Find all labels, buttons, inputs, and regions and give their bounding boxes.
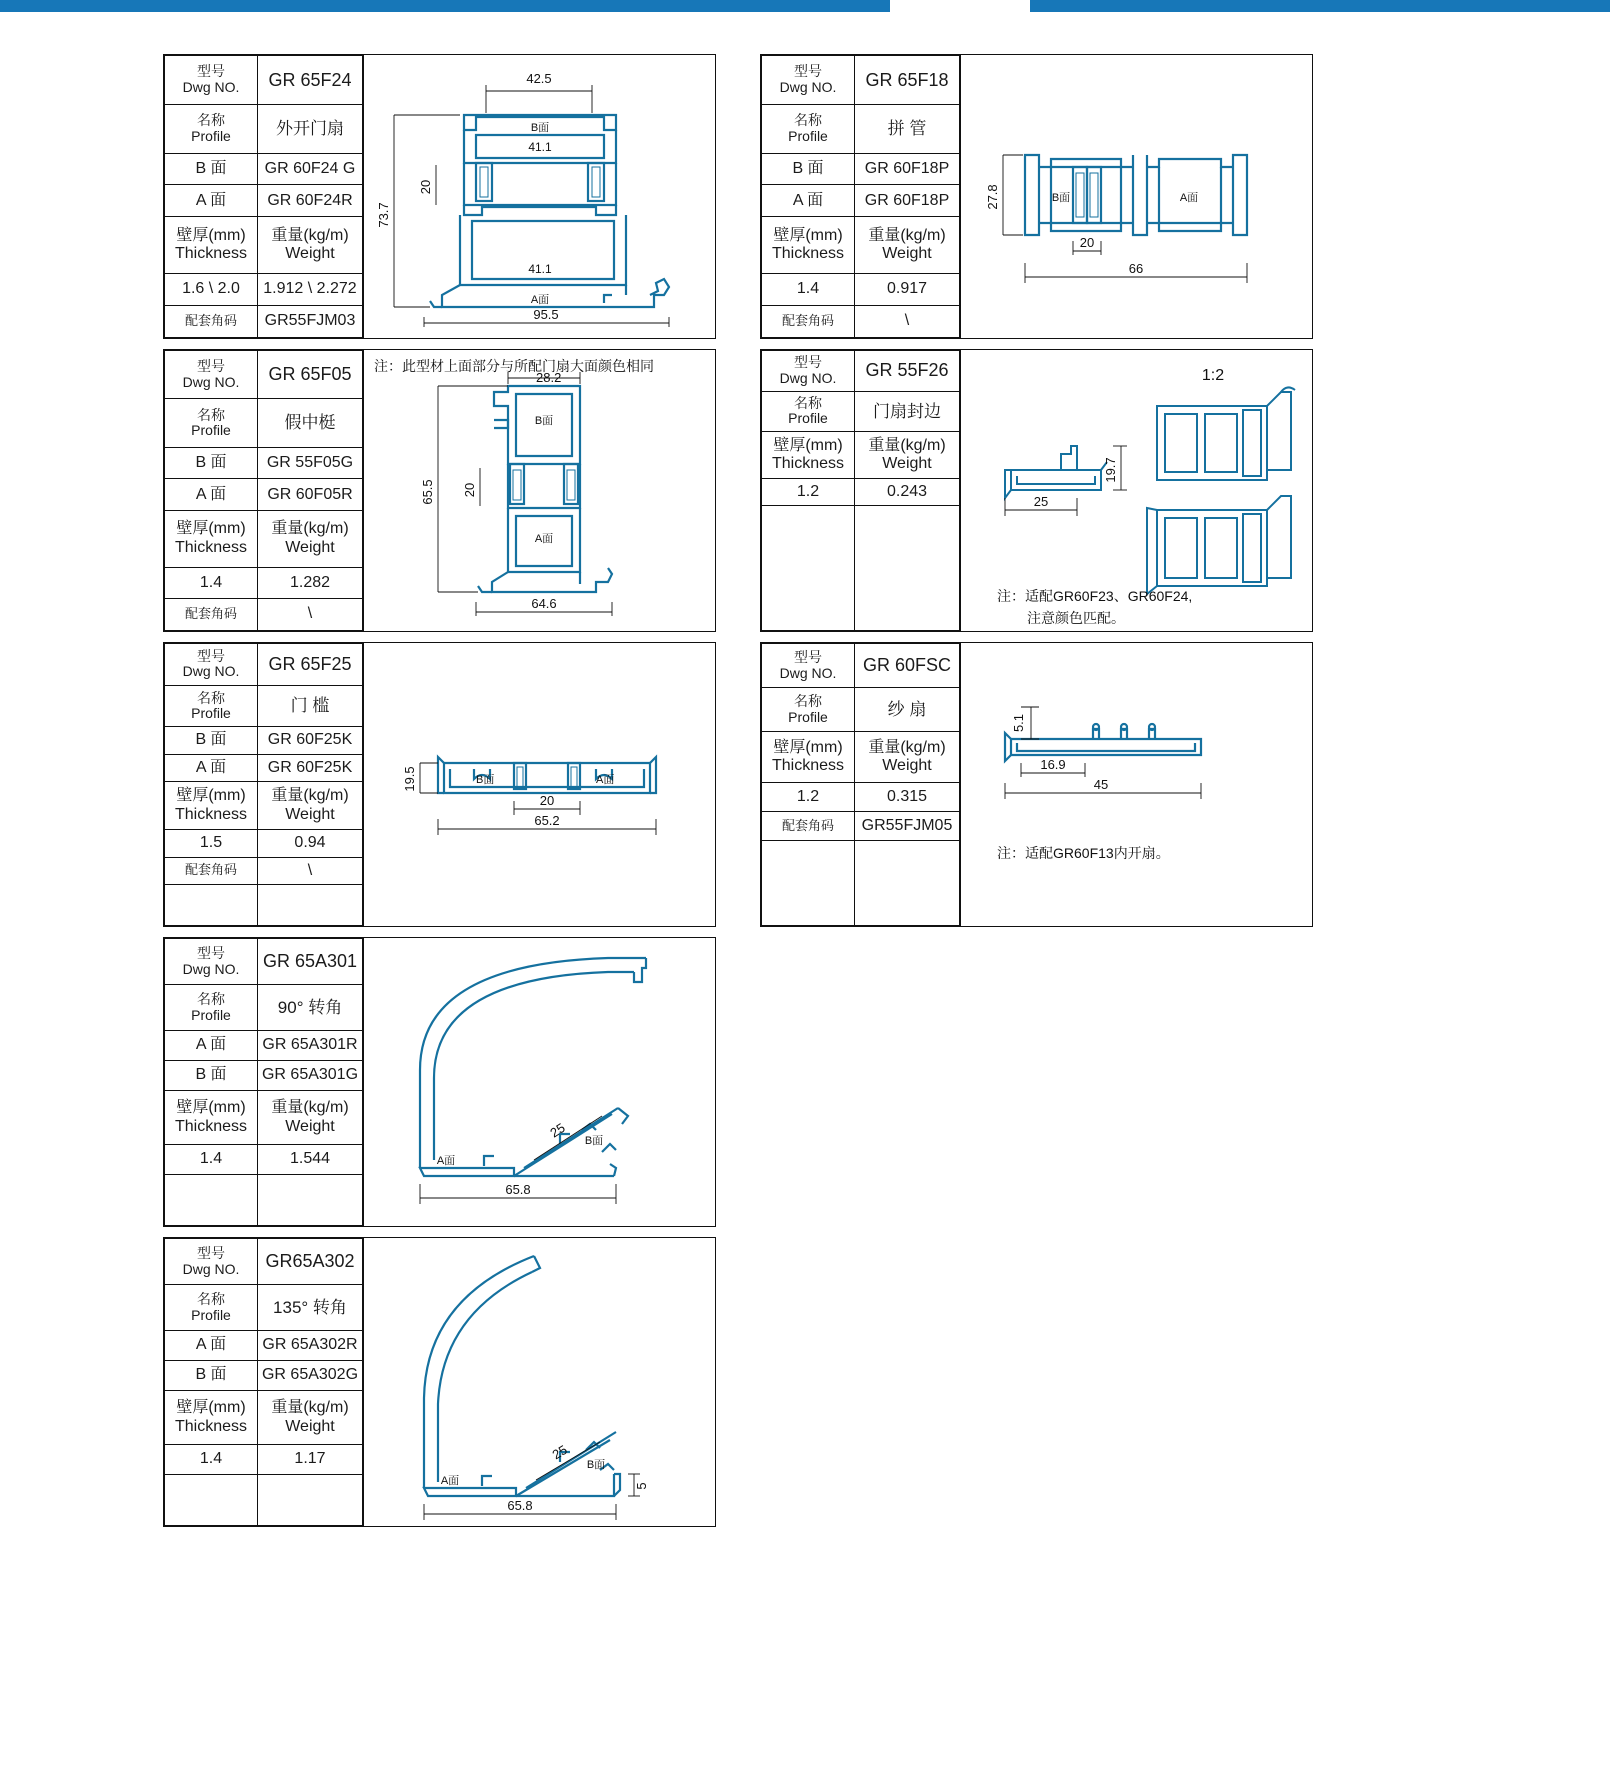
row-empty-left	[762, 841, 855, 926]
drawing-gr65a302	[363, 1238, 726, 1526]
row-aface-value: GR 60F25K	[258, 754, 363, 781]
row-aface-label: A 面	[165, 1331, 258, 1361]
row-weight-label: 重量(kg/m) Weight	[258, 1091, 363, 1145]
row-profile-label: 名称 Profile	[165, 685, 258, 727]
row-profile-value: 门扇封边	[855, 391, 960, 432]
drawing-gr65a301	[363, 938, 726, 1226]
row-model-value: GR 60FSC	[855, 644, 960, 688]
row-model-label: 型号 Dwg NO.	[165, 939, 258, 985]
row-empty-right	[855, 506, 960, 631]
scale-label: 1:2	[1201, 367, 1225, 384]
row-aface-value: GR 65A302R	[258, 1331, 363, 1361]
row-bface-label: B 面	[762, 153, 855, 185]
row-bface-label: B 面	[165, 727, 258, 754]
label-a-face: A面	[534, 533, 554, 545]
row-thickness-value: 1.6 \ 2.0	[165, 274, 258, 306]
row-weight-label: 重量(kg/m) Weight	[258, 1391, 363, 1445]
row-bface-value: GR 55F05G	[258, 447, 363, 479]
dim-height: 19.5	[402, 766, 417, 792]
drawing-gr55f26	[960, 350, 1323, 631]
label-a-face: A面	[1179, 192, 1199, 204]
row-aface-value: GR 60F05R	[258, 479, 363, 511]
row-weight-label: 重量(kg/m) Weight	[258, 511, 363, 568]
spec-table	[164, 55, 363, 338]
row-corner-value: \	[258, 599, 363, 631]
row-weight-label: 重量(kg/m) Weight	[855, 217, 960, 274]
row-bface-value: GR 65A301G	[258, 1061, 363, 1091]
label-b-face: B面	[586, 1459, 606, 1471]
row-bface-label: B 面	[165, 1361, 258, 1391]
row-thickness-value: 1.2	[762, 479, 855, 506]
row-weight-value: 1.17	[258, 1444, 363, 1474]
row-thickness-label: 壁厚(mm) Thickness	[165, 511, 258, 568]
dim-width: 65.8	[505, 1182, 531, 1197]
row-thickness-value: 1.4	[762, 274, 855, 306]
dim-mid: 20	[1079, 235, 1095, 250]
dim-width: 66	[1128, 261, 1144, 276]
dim-inner: 16.9	[1040, 757, 1066, 772]
row-model-label: 型号 Dwg NO.	[165, 56, 258, 105]
card-gr60fsc	[760, 642, 1313, 927]
row-model-value: GR 65F25	[258, 644, 363, 686]
row-profile-label: 名称 Profile	[165, 985, 258, 1031]
label-b-face: B面	[1051, 192, 1071, 204]
row-thickness-value: 1.4	[165, 1444, 258, 1474]
dim-width: 64.6	[531, 596, 557, 611]
dim-height: 65.5	[420, 479, 435, 505]
drawing-gr65f25	[363, 643, 726, 926]
row-model-value: GR65A302	[258, 1239, 363, 1285]
drawing-gr65f18	[960, 55, 1323, 338]
card-gr65f24	[163, 54, 716, 339]
dim-mid: 20	[418, 179, 433, 195]
row-model-label: 型号 Dwg NO.	[762, 351, 855, 392]
spec-table	[164, 1238, 363, 1526]
row-corner-label: 配套角码	[762, 812, 855, 841]
row-thickness-label: 壁厚(mm) Thickness	[762, 732, 855, 783]
spec-table	[761, 55, 960, 338]
row-weight-value: 1.912 \ 2.272	[258, 274, 363, 306]
row-weight-value: 0.315	[855, 783, 960, 812]
row-profile-value: 门 槛	[258, 685, 363, 727]
dim-height: 5.1	[1011, 713, 1026, 733]
dim-height: 27.8	[985, 184, 1000, 210]
dim-width: 45	[1093, 777, 1109, 792]
row-model-value: GR 65F24	[258, 56, 363, 105]
row-profile-value: 外开门扇	[258, 104, 363, 153]
row-model-label: 型号 Dwg NO.	[165, 351, 258, 399]
row-thickness-value: 1.4	[165, 1144, 258, 1174]
card-gr65f18	[760, 54, 1313, 339]
spec-table	[761, 350, 960, 631]
row-profile-value: 90° 转角	[258, 985, 363, 1031]
row-profile-value: 135° 转角	[258, 1285, 363, 1331]
dim-height: 19.7	[1103, 457, 1118, 483]
row-profile-label: 名称 Profile	[762, 104, 855, 153]
row-model-label: 型号 Dwg NO.	[165, 1239, 258, 1285]
row-weight-value: 0.917	[855, 274, 960, 306]
row-weight-value: 1.544	[258, 1144, 363, 1174]
dim-mid: 20	[539, 793, 555, 808]
label-b-face: B面	[534, 415, 554, 427]
row-aface-value: GR 60F24R	[258, 185, 363, 217]
row-bface-label: B 面	[165, 1061, 258, 1091]
row-aface-label: A 面	[165, 1031, 258, 1061]
row-bface-value: GR 65A302G	[258, 1361, 363, 1391]
row-corner-value: \	[258, 857, 363, 884]
row-thickness-label: 壁厚(mm) Thickness	[165, 217, 258, 274]
label-a-face: A面	[436, 1155, 456, 1167]
row-bface-value: GR 60F25K	[258, 727, 363, 754]
spec-table	[164, 938, 363, 1226]
row-thickness-value: 1.5	[165, 830, 258, 857]
label-a-face: A面	[596, 774, 615, 786]
row-profile-label: 名称 Profile	[165, 1285, 258, 1331]
label-b-face: B面	[584, 1135, 604, 1147]
card-gr55f26	[760, 349, 1313, 632]
row-thickness-value: 1.2	[762, 783, 855, 812]
drawing-note: 注：此型材上面部分与所配门扇大面颜色相同	[374, 358, 654, 374]
spec-table	[164, 350, 363, 631]
row-empty-right	[855, 841, 960, 926]
row-corner-label: 配套角码	[762, 306, 855, 338]
row-model-value: GR 65F05	[258, 351, 363, 399]
card-gr65f05	[163, 349, 716, 632]
row-empty-right	[258, 885, 363, 926]
row-profile-label: 名称 Profile	[762, 391, 855, 432]
row-corner-value: \	[855, 306, 960, 338]
label-a-face: A面	[530, 294, 550, 306]
dim-top-label: 28.2	[536, 370, 562, 385]
dim-width: 95.5	[533, 307, 559, 322]
dim-leg: 25	[547, 1119, 568, 1141]
row-empty-left	[165, 1175, 258, 1226]
label-a-face: A面	[440, 1475, 460, 1487]
row-corner-value: GR55FJM03	[258, 306, 363, 338]
card-gr65a302	[163, 1237, 716, 1527]
dim-mid: 20	[462, 482, 477, 498]
row-bface-value: GR 60F18P	[855, 153, 960, 185]
row-model-value: GR 65A301	[258, 939, 363, 985]
row-aface-label: A 面	[762, 185, 855, 217]
dim-inner2: 41.1	[528, 262, 552, 276]
drawing-note-line2: 注意颜色匹配。	[1027, 610, 1125, 626]
row-profile-label: 名称 Profile	[762, 688, 855, 732]
top-accent-bar	[0, 0, 1610, 12]
spec-table	[761, 643, 960, 926]
drawing-note: 注：适配GR60F13内开扇。	[997, 845, 1170, 861]
row-corner-label: 配套角码	[165, 306, 258, 338]
dim-width: 25	[1033, 494, 1049, 509]
row-model-label: 型号 Dwg NO.	[762, 644, 855, 688]
label-b-face: B面	[530, 122, 550, 134]
row-aface-value: GR 60F18P	[855, 185, 960, 217]
row-weight-value: 1.282	[258, 567, 363, 599]
dim-height: 73.7	[376, 202, 391, 228]
spec-table	[164, 643, 363, 926]
catalog-page	[0, 12, 1610, 1780]
dim-top: 42.5	[526, 71, 552, 86]
row-profile-label: 名称 Profile	[165, 399, 258, 447]
row-corner-label: 配套角码	[165, 599, 258, 631]
dim-inner1: 41.1	[528, 140, 552, 154]
dim-edge: 5	[634, 1482, 649, 1490]
row-bface-value: GR 60F24 G	[258, 153, 363, 185]
row-profile-value: 假中梃	[258, 399, 363, 447]
row-aface-label: A 面	[165, 479, 258, 511]
row-model-label: 型号 Dwg NO.	[762, 56, 855, 105]
row-empty-left	[762, 506, 855, 631]
card-gr65f25	[163, 642, 716, 927]
dim-width: 65.2	[534, 813, 560, 828]
left-column	[163, 54, 716, 1537]
row-profile-label: 名称 Profile	[165, 104, 258, 153]
row-model-label: 型号 Dwg NO.	[165, 644, 258, 686]
right-column	[760, 54, 1313, 937]
row-aface-label: A 面	[165, 185, 258, 217]
card-gr65a301	[163, 937, 716, 1227]
row-weight-label: 重量(kg/m) Weight	[258, 217, 363, 274]
drawing-gr65f24	[363, 55, 726, 338]
row-aface-value: GR 65A301R	[258, 1031, 363, 1061]
row-corner-value: GR55FJM05	[855, 812, 960, 841]
row-thickness-label: 壁厚(mm) Thickness	[165, 1391, 258, 1445]
row-weight-label: 重量(kg/m) Weight	[258, 781, 363, 830]
row-empty-right	[258, 1175, 363, 1226]
row-thickness-label: 壁厚(mm) Thickness	[165, 781, 258, 830]
dim-leg: 25	[549, 1441, 570, 1463]
row-bface-label: B 面	[165, 153, 258, 185]
row-thickness-label: 壁厚(mm) Thickness	[165, 1091, 258, 1145]
drawing-note-line1: 注：适配GR60F23、GR60F24,	[997, 588, 1193, 604]
row-profile-value: 拼 管	[855, 104, 960, 153]
row-profile-value: 纱 扇	[855, 688, 960, 732]
drawing-gr60fsc	[960, 643, 1323, 926]
row-thickness-value: 1.4	[165, 567, 258, 599]
row-weight-label: 重量(kg/m) Weight	[855, 732, 960, 783]
row-weight-value: 0.243	[855, 479, 960, 506]
label-b-face: B面	[476, 774, 495, 786]
row-model-value: GR 65F18	[855, 56, 960, 105]
top-bar-notch	[890, 0, 1030, 12]
row-empty-right	[258, 1475, 363, 1526]
row-model-value: GR 55F26	[855, 351, 960, 392]
row-bface-label: B 面	[165, 447, 258, 479]
row-empty-left	[165, 1475, 258, 1526]
row-empty-left	[165, 885, 258, 926]
drawing-gr65f05	[363, 350, 726, 631]
row-weight-label: 重量(kg/m) Weight	[855, 432, 960, 479]
row-weight-value: 0.94	[258, 830, 363, 857]
row-thickness-label: 壁厚(mm) Thickness	[762, 432, 855, 479]
dim-width: 65.8	[507, 1498, 533, 1513]
row-aface-label: A 面	[165, 754, 258, 781]
row-corner-label: 配套角码	[165, 857, 258, 884]
row-thickness-label: 壁厚(mm) Thickness	[762, 217, 855, 274]
